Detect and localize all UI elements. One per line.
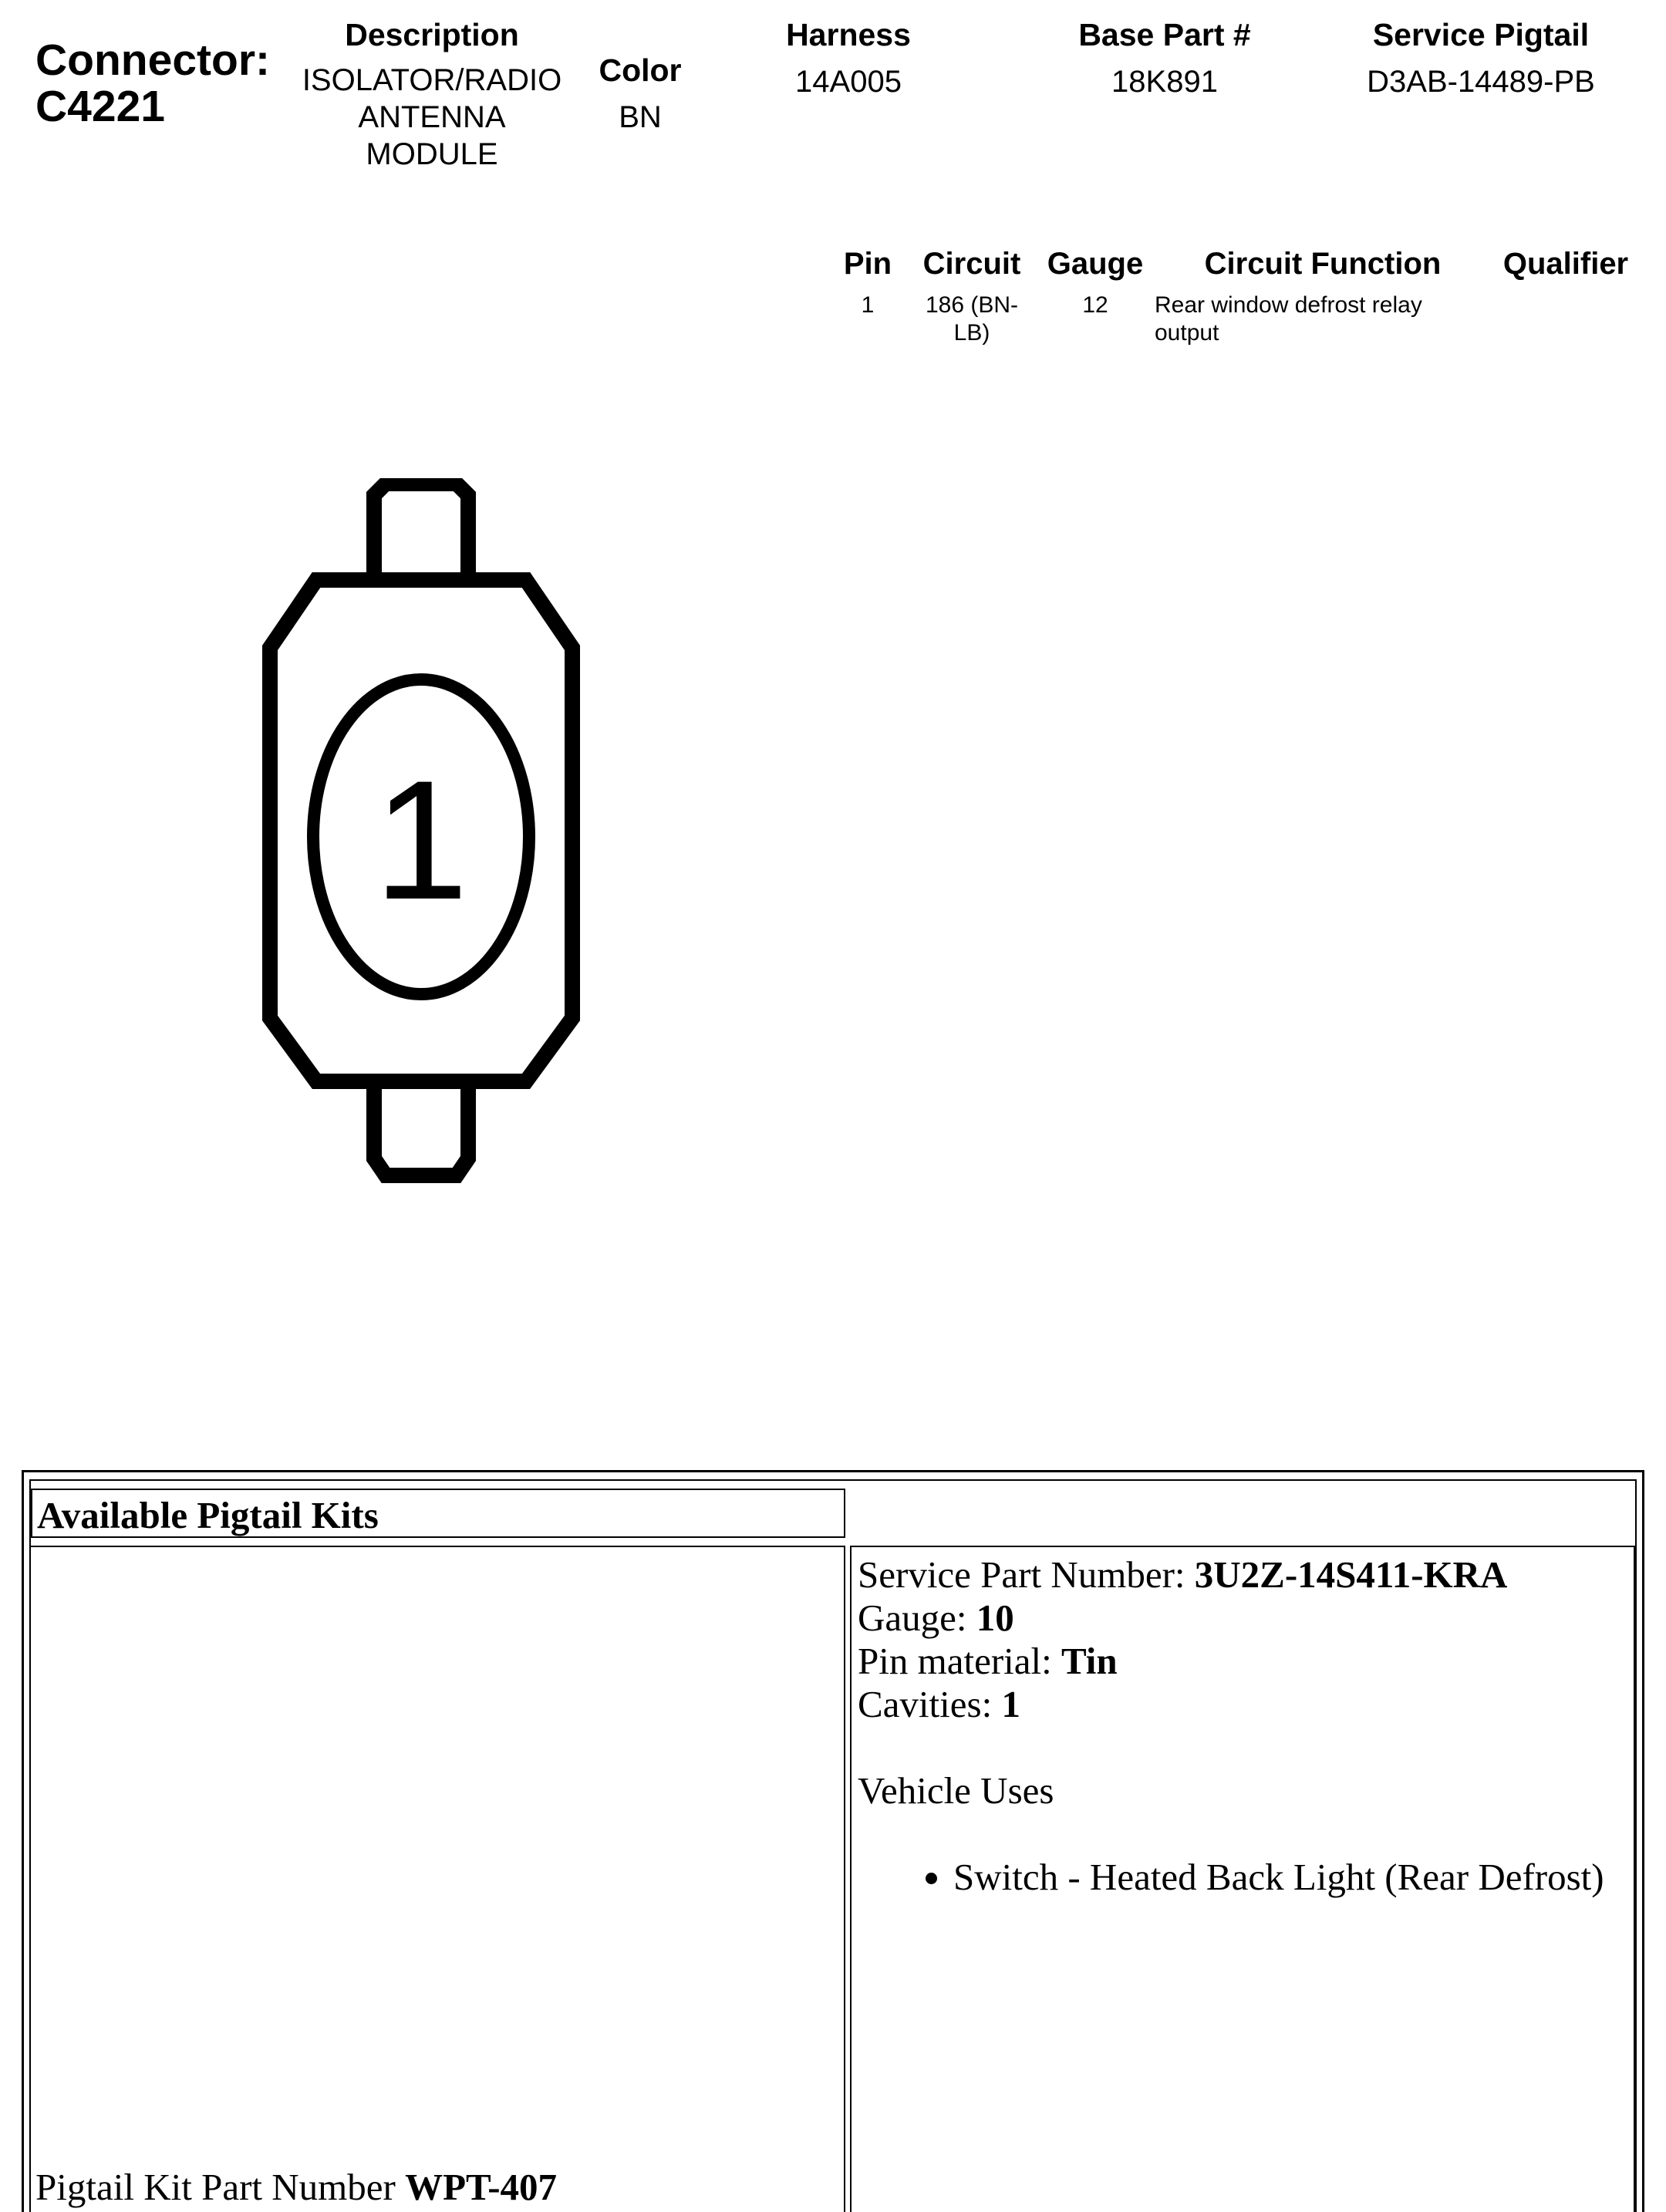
color-value: BN xyxy=(619,100,662,134)
cavities-label: Cavities: xyxy=(858,1683,993,1725)
harness-header: Harness xyxy=(786,17,911,52)
pigtail-gauge xyxy=(858,1597,1604,1640)
description-line: ISOLATOR/RADIO xyxy=(302,63,562,97)
pin-cell: 1 xyxy=(861,292,875,318)
base-part-header: Base Part # xyxy=(1078,17,1251,52)
harness-value: 14A005 xyxy=(795,65,902,99)
pin-number-label: 1 xyxy=(373,745,469,935)
description-line: MODULE xyxy=(366,137,498,171)
connector-id: C4221 xyxy=(35,82,165,131)
connector-title xyxy=(35,37,270,130)
circuit-line: 186 (BN- xyxy=(925,292,1019,318)
service-part-value: 3U2Z-14S411-KRA xyxy=(1194,1553,1508,1596)
kit-part-label: Pigtail Kit Part Number xyxy=(35,2166,396,2208)
top-latch-tab xyxy=(374,484,468,580)
circuit-line: LB) xyxy=(953,320,990,346)
connector-label: Connector: xyxy=(35,35,270,85)
pigtail-details xyxy=(858,1553,1604,1899)
function-line: Rear window defrost relay xyxy=(1155,292,1422,318)
pigtail-details-cell xyxy=(850,1546,1635,2212)
base-part-value: 18K891 xyxy=(1111,65,1218,99)
gauge-value: 10 xyxy=(976,1597,1014,1639)
cavities-value: 1 xyxy=(1001,1683,1020,1725)
vehicle-uses-label: Vehicle Uses xyxy=(858,1769,1054,1812)
pigtail-image-cell xyxy=(29,1546,845,2212)
description-header: Description xyxy=(345,17,519,52)
color-header: Color xyxy=(599,52,682,88)
kit-part-value: WPT-407 xyxy=(405,2166,558,2208)
pin-material xyxy=(858,1640,1604,1683)
cavities xyxy=(858,1683,1604,1726)
service-pigtail-value: D3AB-14489-PB xyxy=(1367,65,1595,99)
kit-part-number xyxy=(35,2166,557,2209)
vehicle-uses-list xyxy=(858,1856,1604,1899)
service-part-number xyxy=(858,1553,1604,1597)
service-pigtail-header: Service Pigtail xyxy=(1372,17,1590,52)
circuit-column-header: Circuit xyxy=(922,247,1021,281)
circuit-cell xyxy=(910,292,1034,347)
function-line: output xyxy=(1155,320,1219,346)
service-part-label: Service Part Number: xyxy=(858,1553,1185,1596)
circuit-function-column-header: Circuit Function xyxy=(1204,247,1442,281)
bottom-latch-tab xyxy=(374,1081,468,1175)
description-value xyxy=(270,62,594,173)
gauge-cell: 12 xyxy=(1082,292,1108,318)
description-line: ANTENNA xyxy=(358,100,506,134)
pin-material-label: Pin material: xyxy=(858,1640,1052,1682)
pigtail-kits-title: Available Pigtail Kits xyxy=(37,1494,379,1536)
qualifier-column-header: Qualifier xyxy=(1502,247,1629,281)
connector-face-diagram xyxy=(255,478,594,1199)
gauge-column-header: Gauge xyxy=(1047,247,1144,281)
circuit-function-cell xyxy=(1155,292,1486,347)
pin-material-value: Tin xyxy=(1061,1640,1118,1682)
gauge-label: Gauge: xyxy=(858,1597,967,1639)
vehicle-use-item: • Switch - Heated Back Light (Rear Defrost) xyxy=(953,1856,1604,1899)
pigtail-kits-title-cell xyxy=(31,1489,845,1538)
pin-column-header: Pin xyxy=(843,247,892,281)
